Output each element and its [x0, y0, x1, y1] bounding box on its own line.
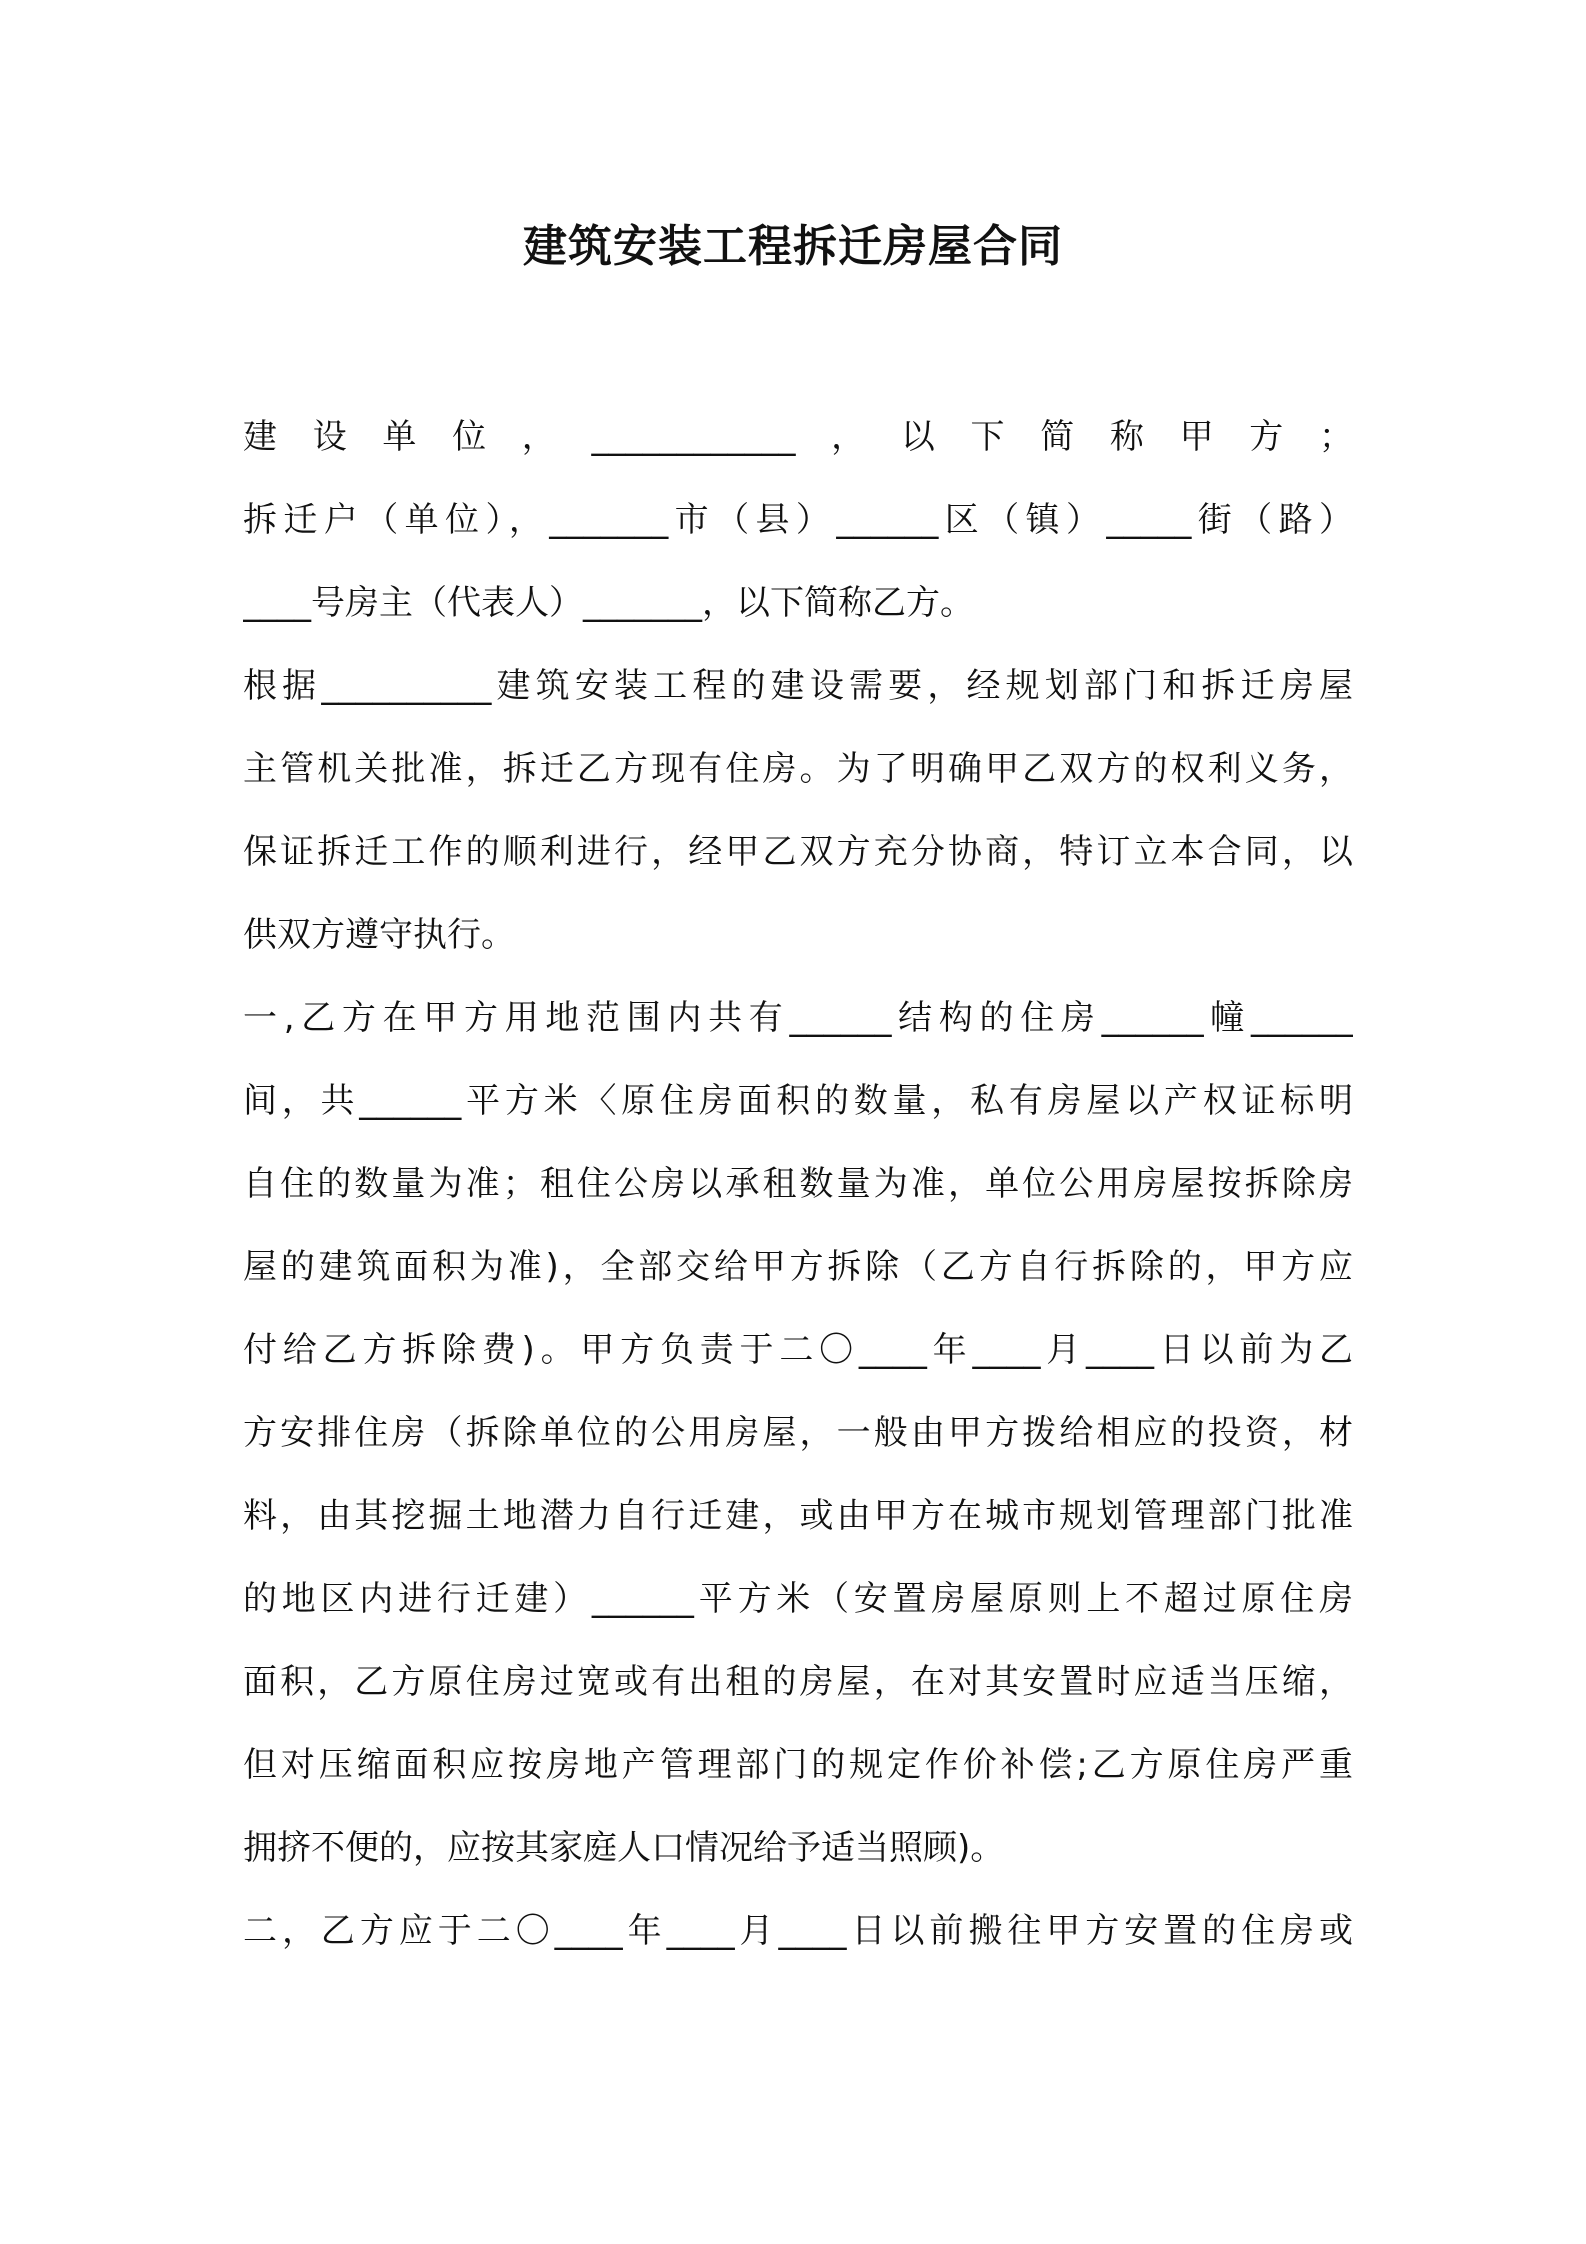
clause-line: 拆迁户（单位），_______市（县）______区（镇）_____街（路）: [243, 500, 1353, 540]
clause-line: 根据__________建筑安装工程的建设需要，经规划部门和拆迁房屋: [243, 666, 1353, 706]
clause-line: 方安排住房（拆除单位的公用房屋，一般由甲方拨给相应的投资，材: [243, 1413, 1353, 1453]
clause-line: 二，乙方应于二〇____年____月____日以前搬往甲方安置的住房或: [243, 1911, 1353, 1951]
clause-line: 付给乙方拆除费)。甲方负责于二〇____年____月____日以前为乙: [243, 1330, 1353, 1370]
clause-line: 供双方遵守执行。: [243, 915, 515, 955]
clause-line: 主管机关批准，拆迁乙方现有住房。为了明确甲乙双方的权利义务，: [243, 749, 1353, 789]
clause-line: 面积，乙方原住房过宽或有出租的房屋，在对其安置时应适当压缩，: [243, 1662, 1353, 1702]
clause-line: 料，由其挖掘土地潜力自行迁建，或由甲方在城市规划管理部门批准: [243, 1496, 1353, 1536]
clause-line: 保证拆迁工作的顺利进行，经甲乙双方充分协商，特订立本合同，以: [243, 832, 1353, 872]
clause-line: 自住的数量为准；租住公房以承租数量为准，单位公用房屋按拆除房: [243, 1164, 1353, 1204]
clause-line: 屋的建筑面积为准)，全部交给甲方拆除（乙方自行拆除的，甲方应: [243, 1247, 1353, 1287]
clause-line: 拥挤不便的，应按其家庭人口情况给予适当照顾)。: [243, 1828, 1005, 1868]
clause-line: ____号房主（代表人）_______，以下简称乙方。: [243, 583, 974, 623]
clause-line: 但对压缩面积应按房地产管理部门的规定作价补偿;乙方原住房严重: [243, 1745, 1353, 1785]
clause-line: 建设单位，____________，以下简称甲方；: [243, 417, 1353, 457]
clause-line: 间，共______平方米〈原住房面积的数量，私有房屋以产权证标明: [243, 1081, 1353, 1121]
clause-line: 一,乙方在甲方用地范围内共有______结构的住房______幢______: [243, 998, 1353, 1038]
clause-line: 的地区内进行迁建）______平方米（安置房屋原则上不超过原住房: [243, 1579, 1353, 1619]
document-title: 建筑安装工程拆迁房屋合同: [523, 221, 1063, 272]
